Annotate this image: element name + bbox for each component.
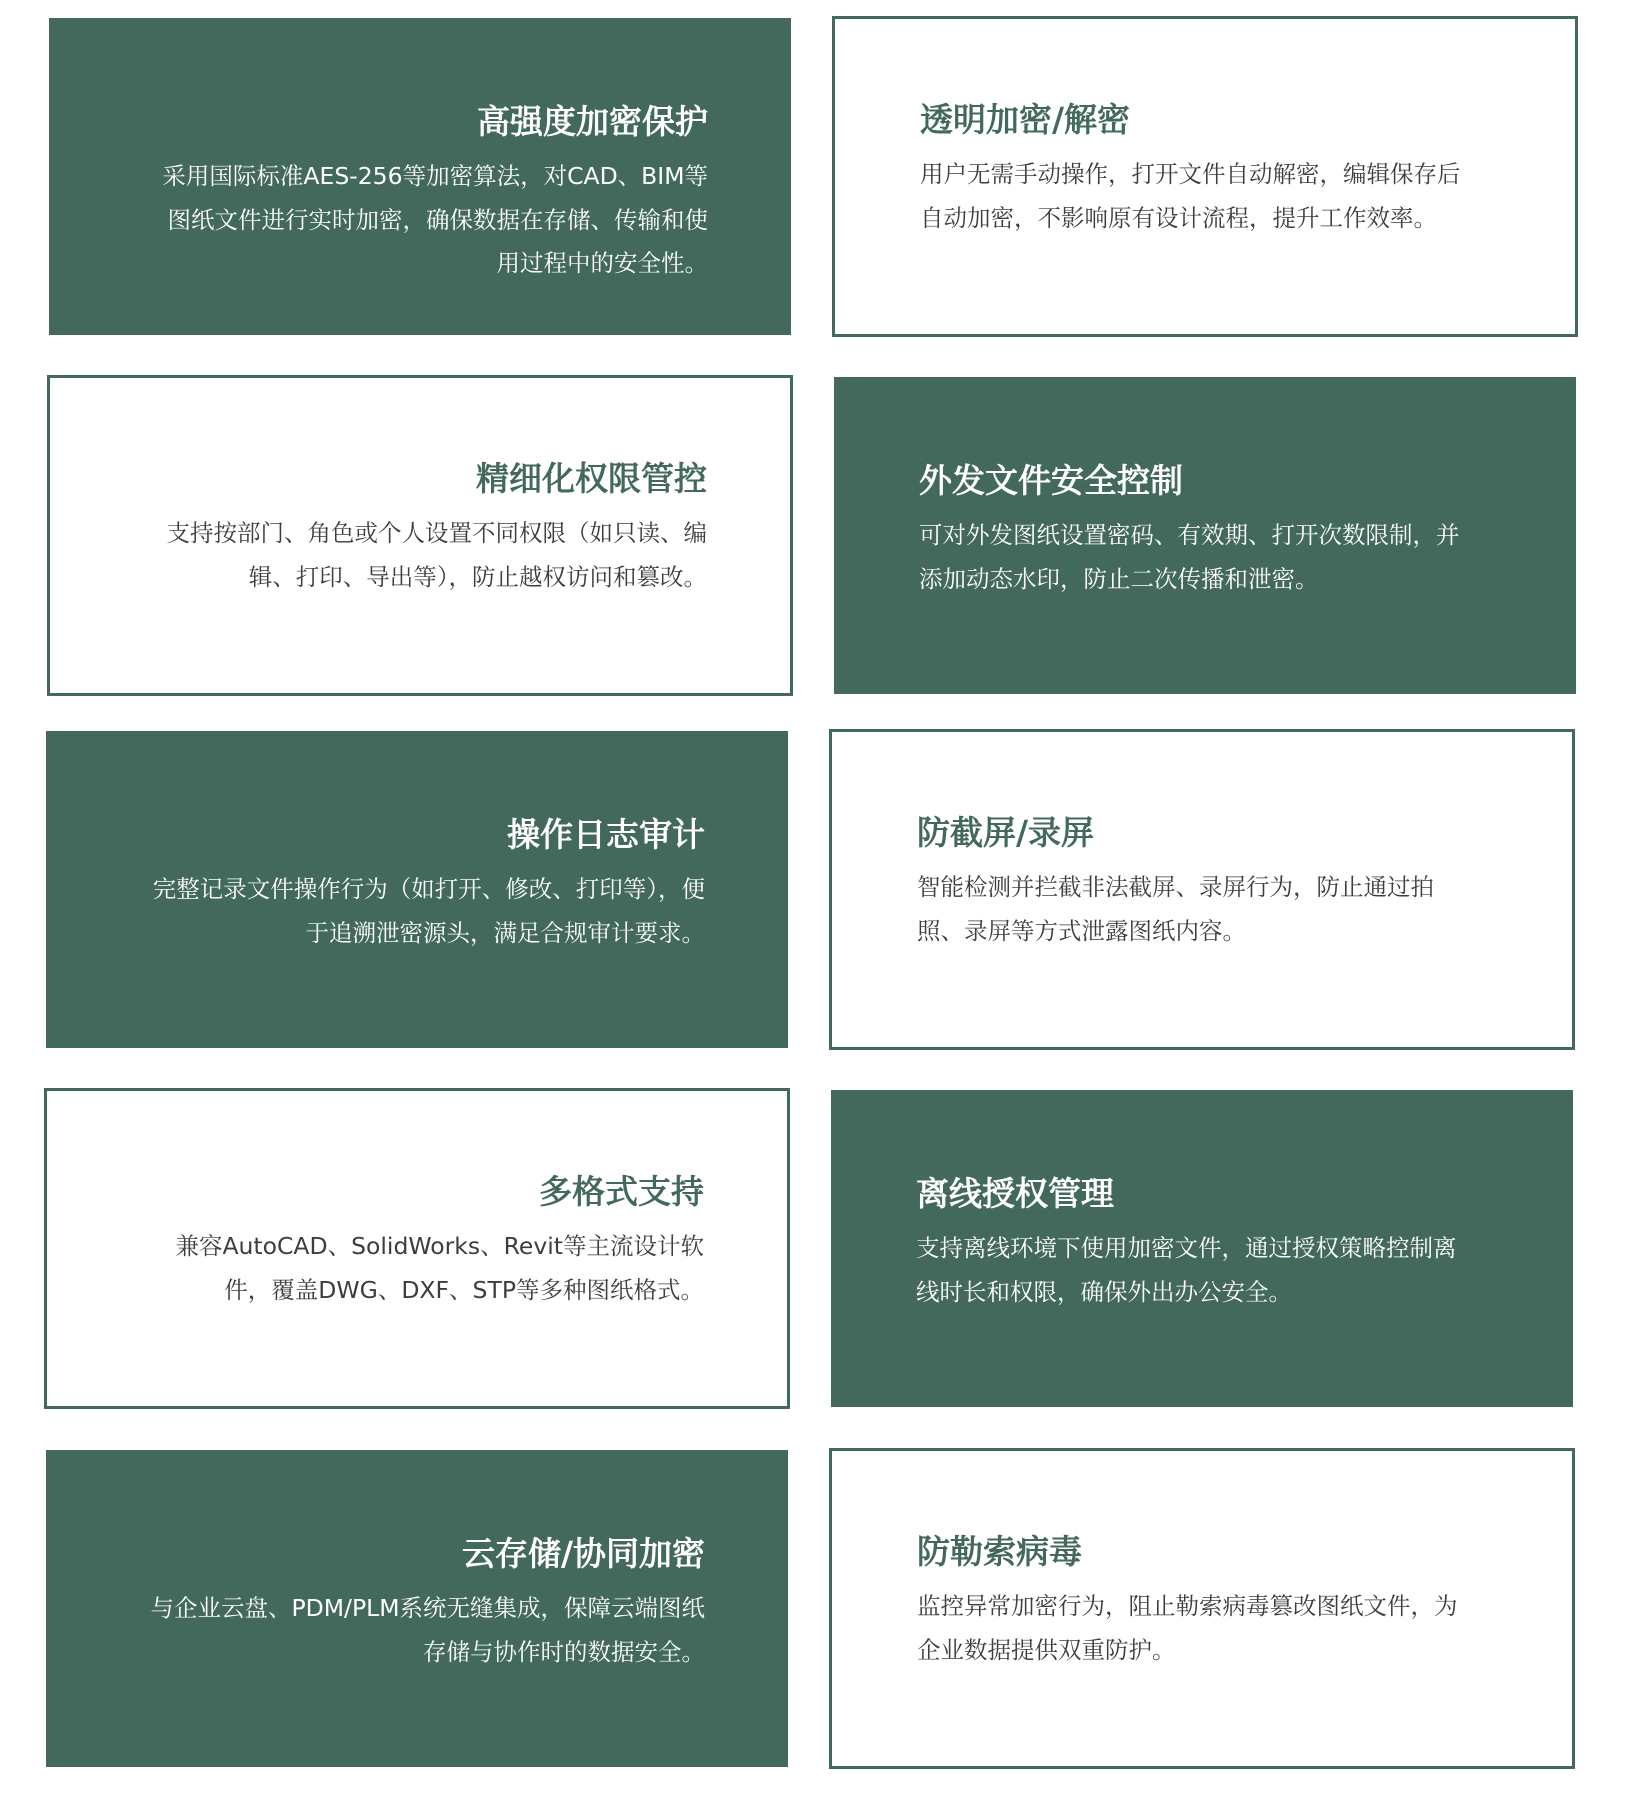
feature-card-operation-audit xyxy=(46,731,788,1048)
feature-card-permission-control xyxy=(47,375,793,696)
card-description: 采用国际标准AES-256等加密算法，对CAD、BIM等图纸文件进行实时加密，确保数据在存储、传输和使用过程中的安全性。 xyxy=(162,162,708,277)
card-description: 智能检测并拦截非法截屏、录屏行为，防止通过拍照、录屏等方式泄露图纸内容。 xyxy=(917,873,1434,945)
feature-card-outgoing-file-control xyxy=(834,377,1576,694)
card-title: 离线授权管理 xyxy=(916,1174,1114,1213)
feature-card-cloud-encryption xyxy=(46,1450,788,1767)
card-title: 云存储/协同加密 xyxy=(461,1534,705,1573)
feature-card-anti-screenshot xyxy=(829,729,1575,1050)
feature-card-encryption-protection xyxy=(49,18,791,335)
card-title: 操作日志审计 xyxy=(507,815,705,854)
card-description: 支持按部门、角色或个人设置不同权限（如只读、编辑、打印、导出等），防止越权访问和篡改。 xyxy=(166,519,707,591)
feature-card-transparent-encryption xyxy=(832,16,1578,337)
card-title: 透明加密/解密 xyxy=(920,100,1131,139)
card-title: 防截屏/录屏 xyxy=(917,813,1095,852)
card-description: 用户无需手动操作，打开文件自动解密，编辑保存后自动加密，不影响原有设计流程，提升工作效率。 xyxy=(920,160,1461,232)
card-title: 外发文件安全控制 xyxy=(919,461,1183,500)
card-description: 与企业云盘、PDM/PLM系统无缝集成，保障云端图纸存储与协作时的数据安全。 xyxy=(150,1594,705,1666)
card-description: 支持离线环境下使用加密文件，通过授权策略控制离线时长和权限，确保外出办公安全。 xyxy=(916,1234,1457,1306)
card-title: 多格式支持 xyxy=(539,1172,704,1211)
card-description: 兼容AutoCAD、SolidWorks、Revit等主流设计软件，覆盖DWG、DXF、STP等多种图纸格式。 xyxy=(175,1232,704,1304)
feature-card-anti-ransomware xyxy=(829,1448,1575,1769)
feature-card-multi-format xyxy=(44,1088,790,1409)
card-description: 完整记录文件操作行为（如打开、修改、打印等），便于追溯泄密源头，满足合规审计要求。 xyxy=(152,875,705,947)
feature-card-offline-authorization xyxy=(831,1090,1573,1407)
card-title: 高强度加密保护 xyxy=(477,102,708,141)
card-title: 精细化权限管控 xyxy=(476,459,707,498)
card-title: 防勒索病毒 xyxy=(917,1532,1082,1571)
card-description: 监控异常加密行为，阻止勒索病毒篡改图纸文件，为企业数据提供双重防护。 xyxy=(917,1592,1458,1664)
card-description: 可对外发图纸设置密码、有效期、打开次数限制，并添加动态水印，防止二次传播和泄密。 xyxy=(919,521,1460,593)
